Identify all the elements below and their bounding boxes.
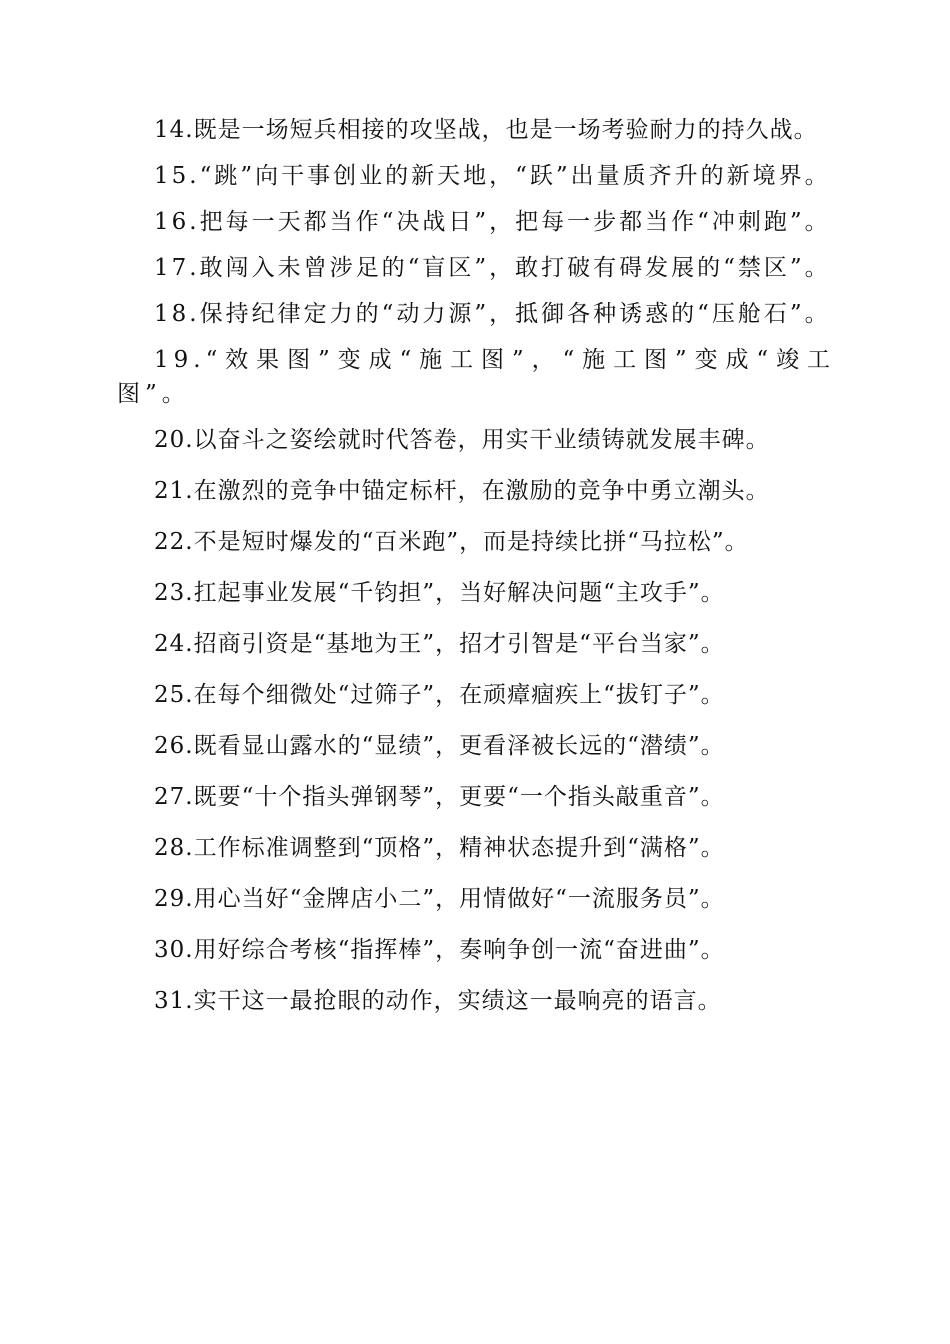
list-item: 31.实干这一最抢眼的动作，实绩这一最响亮的语言。 [154, 988, 722, 1014]
list-item: 16.把每一天都当作“决战日”，把每一步都当作“冲刺跑”。 [154, 209, 831, 235]
list-item: 24.招商引资是“基地为王”，招才引智是“平台当家”。 [154, 631, 725, 657]
list-item: 29.用心当好“金牌店小二”，用情做好“一流服务员”。 [154, 886, 725, 912]
list-item: 25.在每个细微处“过筛子”，在顽瘴痼疾上“拔钉子”。 [154, 682, 725, 708]
list-item: 17.敢闯入未曾涉足的“盲区”，敢打破有碍发展的“禁区”。 [154, 255, 831, 281]
list-item: 20.以奋斗之姿绘就时代答卷，用实干业绩铸就发展丰碑。 [154, 427, 770, 453]
list-item: 30.用好综合考核“指挥棒”，奏响争创一流“奋进曲”。 [154, 937, 725, 963]
list-item: 26.既看显山露水的“显绩”，更看泽被长远的“潜绩”。 [154, 733, 725, 759]
list-item: 14.既是一场短兵相接的攻坚战，也是一场考验耐力的持久战。 [154, 117, 818, 143]
document-page [117, 113, 835, 1035]
list-item: 18.保持纪律定力的“动力源”，抵御各种诱惑的“压舱石”。 [154, 301, 831, 327]
list-item: 21.在激烈的竞争中锚定标杆，在激励的竞争中勇立潮头。 [154, 478, 770, 504]
list-item: 19.“效果图”变成“施工图”，“施工图”变成“竣工图”。 [117, 347, 835, 407]
list-item: 22.不是短时爆发的“百米跑”，而是持续比拼“马拉松”。 [154, 529, 749, 555]
list-item: 23.扛起事业发展“千钧担”，当好解决问题“主攻手”。 [154, 580, 725, 606]
list-item: 15.“跳”向干事创业的新天地，“跃”出量质齐升的新境界。 [154, 163, 831, 189]
list-item: 28.工作标准调整到“顶格”，精神状态提升到“满格”。 [154, 835, 725, 861]
list-item: 27.既要“十个指头弹钢琴”，更要“一个指头敲重音”。 [154, 784, 725, 810]
